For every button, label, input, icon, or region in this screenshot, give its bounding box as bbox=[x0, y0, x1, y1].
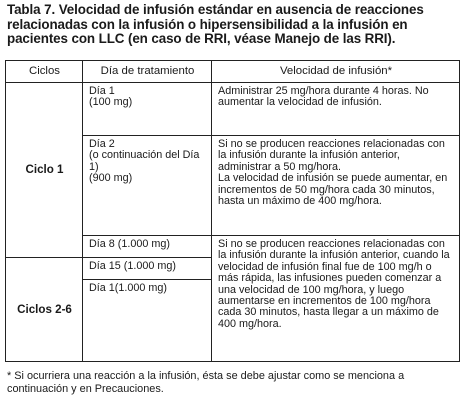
rate-subsequent-text: Si no se producen reacciones relacionadas con la infusión durante la infusión anterior, cuando la velocidad de infusión final fue de 100 mg/h o más rápida, las infusiones pueden comenzar a una velocidad de 100 mg/hora, y luego aumentarse en incrementos de 100 mg/hora cada 30 minutos, hasta llegar a un máximo de 400 mg/hora. bbox=[218, 238, 450, 330]
rate-day-1-text: Administrar 25 mg/hora durante 4 horas. No aumentar la velocidad de infusión. bbox=[218, 85, 429, 109]
rate-cell bbox=[212, 83, 460, 136]
footnote: * Si ocurriera una reacción a la infusión, ésta se debe ajustar como se menciona a continuación y en Precauciones. bbox=[7, 370, 405, 395]
day-cell bbox=[83, 83, 212, 136]
day-8-text: Día 8 (1.000 mg) bbox=[89, 238, 171, 250]
rate-day-2-text: Si no se producen reacciones relacionadas con la infusión durante la infusión anterior, administrar a 50 mg/hora. La velocidad de infusión se puede aumentar, en incrementos de 50 mg/hora cada 30 minutos, hasta un máximo de 400 mg/hora. bbox=[218, 138, 448, 208]
rate-cell bbox=[212, 136, 460, 236]
header-ciclos: Ciclos bbox=[6, 61, 83, 83]
day-1-cycles-text: Día 1(1.000 mg) bbox=[89, 282, 168, 294]
day-cell bbox=[83, 236, 212, 258]
table-row bbox=[6, 83, 460, 136]
day-cell bbox=[83, 136, 212, 236]
infusion-rate-table bbox=[5, 60, 460, 362]
cycles-2-6-label: Ciclos 2-6 bbox=[6, 258, 83, 362]
day-2-text: Día 2 (o continuación del Día 1) (900 mg) bbox=[89, 138, 200, 185]
header-dia-tratamiento: Día de tratamiento bbox=[83, 61, 212, 83]
table-header-row bbox=[6, 61, 460, 83]
day-1-text: Día 1 (100 mg) bbox=[89, 85, 133, 109]
header-velocidad-infusion: Velocidad de infusión* bbox=[212, 61, 460, 83]
rate-cell bbox=[212, 236, 460, 362]
day-cell bbox=[83, 258, 212, 280]
table-title: Tabla 7. Velocidad de infusión estándar en ausencia de reacciones relacionadas con la infusión o hipersensibilidad a la infusión en pacientes con LLC (en caso de RRI, véase Manejo de las RRI). bbox=[7, 2, 424, 47]
day-cell bbox=[83, 280, 212, 362]
day-15-text: Día 15 (1.000 mg) bbox=[89, 260, 177, 272]
cycle-1-label: Ciclo 1 bbox=[6, 83, 83, 258]
